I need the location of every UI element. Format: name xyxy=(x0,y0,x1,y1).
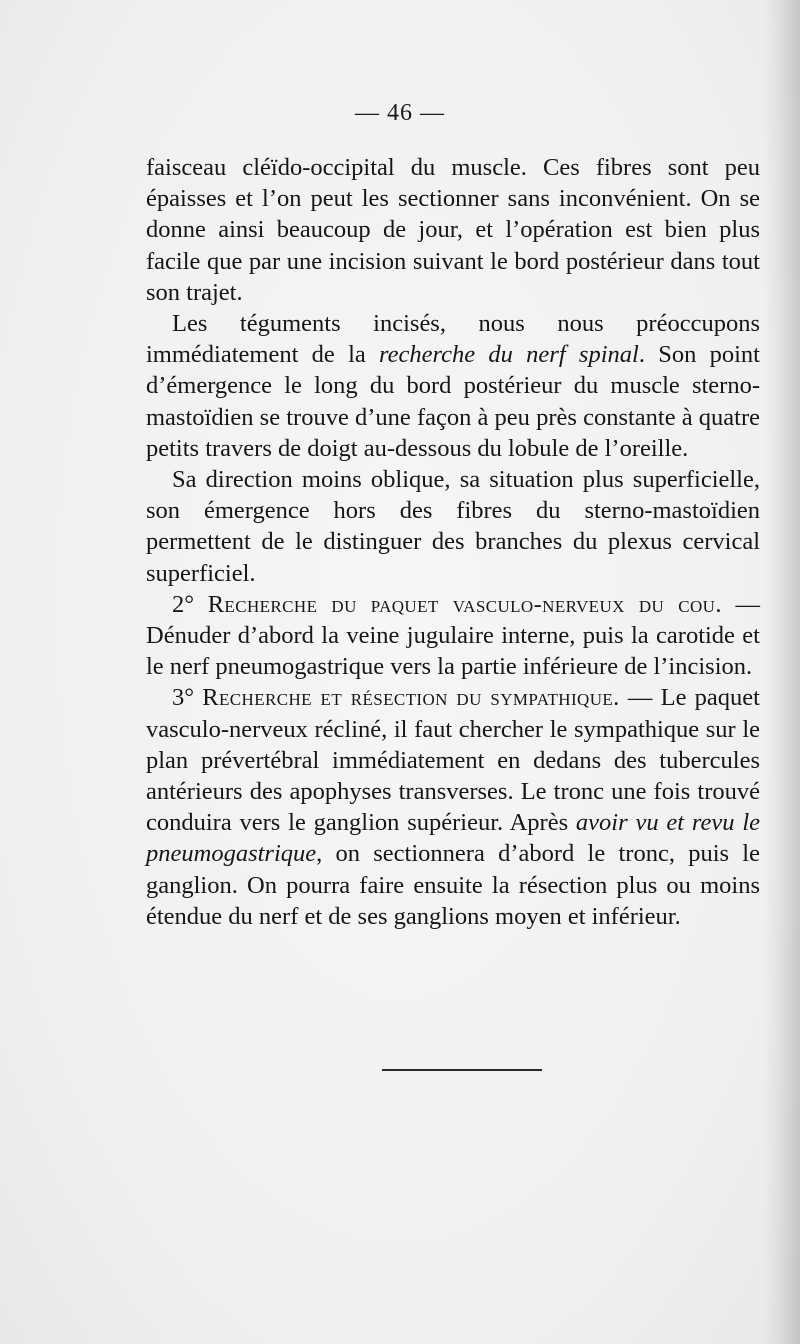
end-rule xyxy=(382,1069,542,1071)
paragraph-continuation xyxy=(146,152,760,308)
italic-run: recherche du nerf spinal xyxy=(379,341,639,369)
text-run: — Dénuder d’abord la veine jugulaire interne, puis la carotide et le nerf pneumogastrique vers la partie inférieure de l’incision. xyxy=(146,590,760,681)
step-heading: Recherche du paquet vasculo-nerveux du cou. xyxy=(207,590,722,618)
page-number: — 46 — xyxy=(355,100,445,126)
line: se donne ainsi beaucoup de jour, et l’opération est bien xyxy=(146,185,760,244)
paragraph-step-2 xyxy=(146,589,760,683)
step-number: 2° xyxy=(172,590,208,618)
text-run: — Le paquet vasculo-nerveux récliné, il faut chercher le sympathique sur le plan prévertébral immédiatement en dedans des tubercules antérieurs des apophyses transverses. Le tronc une fois trouvé conduira vers le ganglion supérieur. Après xyxy=(146,684,760,837)
line: faisceau cléïdo-occipital du muscle. Ces fibres sont peu xyxy=(146,154,760,181)
step-number: 3° xyxy=(172,684,203,712)
paragraph-step-3 xyxy=(146,682,760,932)
page-edge-shadow xyxy=(764,0,800,1344)
body-text xyxy=(146,152,760,932)
paragraph-direction: Sa direction moins oblique, sa situation plus superficielle, son émergence hors des fibres du sterno-mastoïdien permettent de le distinguer des branches du plexus cervical superficiel. xyxy=(146,466,760,587)
line: dans tout son trajet. xyxy=(146,247,760,306)
text-run: , on sectionnera d’abord le tronc, puis le ganglion. On pourra faire ensuite la résection plus ou moins étendue du nerf et de ses ganglions moyen et inférieur. xyxy=(146,840,760,930)
text-run: Les téguments incisés, nous nous préoccupons immédiatement de la xyxy=(146,310,760,369)
step-heading: Recherche et résection du sympathique. xyxy=(202,684,620,712)
italic-run: avoir vu et revu le pneumogastrique xyxy=(146,809,760,868)
line: épaisses et l’on peut les sectionner sans inconvénient. On xyxy=(146,185,740,213)
line: plus facile que par une incision suivant le bord postérieur xyxy=(146,216,760,275)
paragraph-spinal-nerve xyxy=(146,308,760,464)
text-run: . Son point d’émergence le long du bord postérieur du muscle sterno-mastoïdien se trouve d’une façon à peu près constante à quatre petits travers de doigt au-dessous du lobule de l’oreille. xyxy=(146,341,760,462)
